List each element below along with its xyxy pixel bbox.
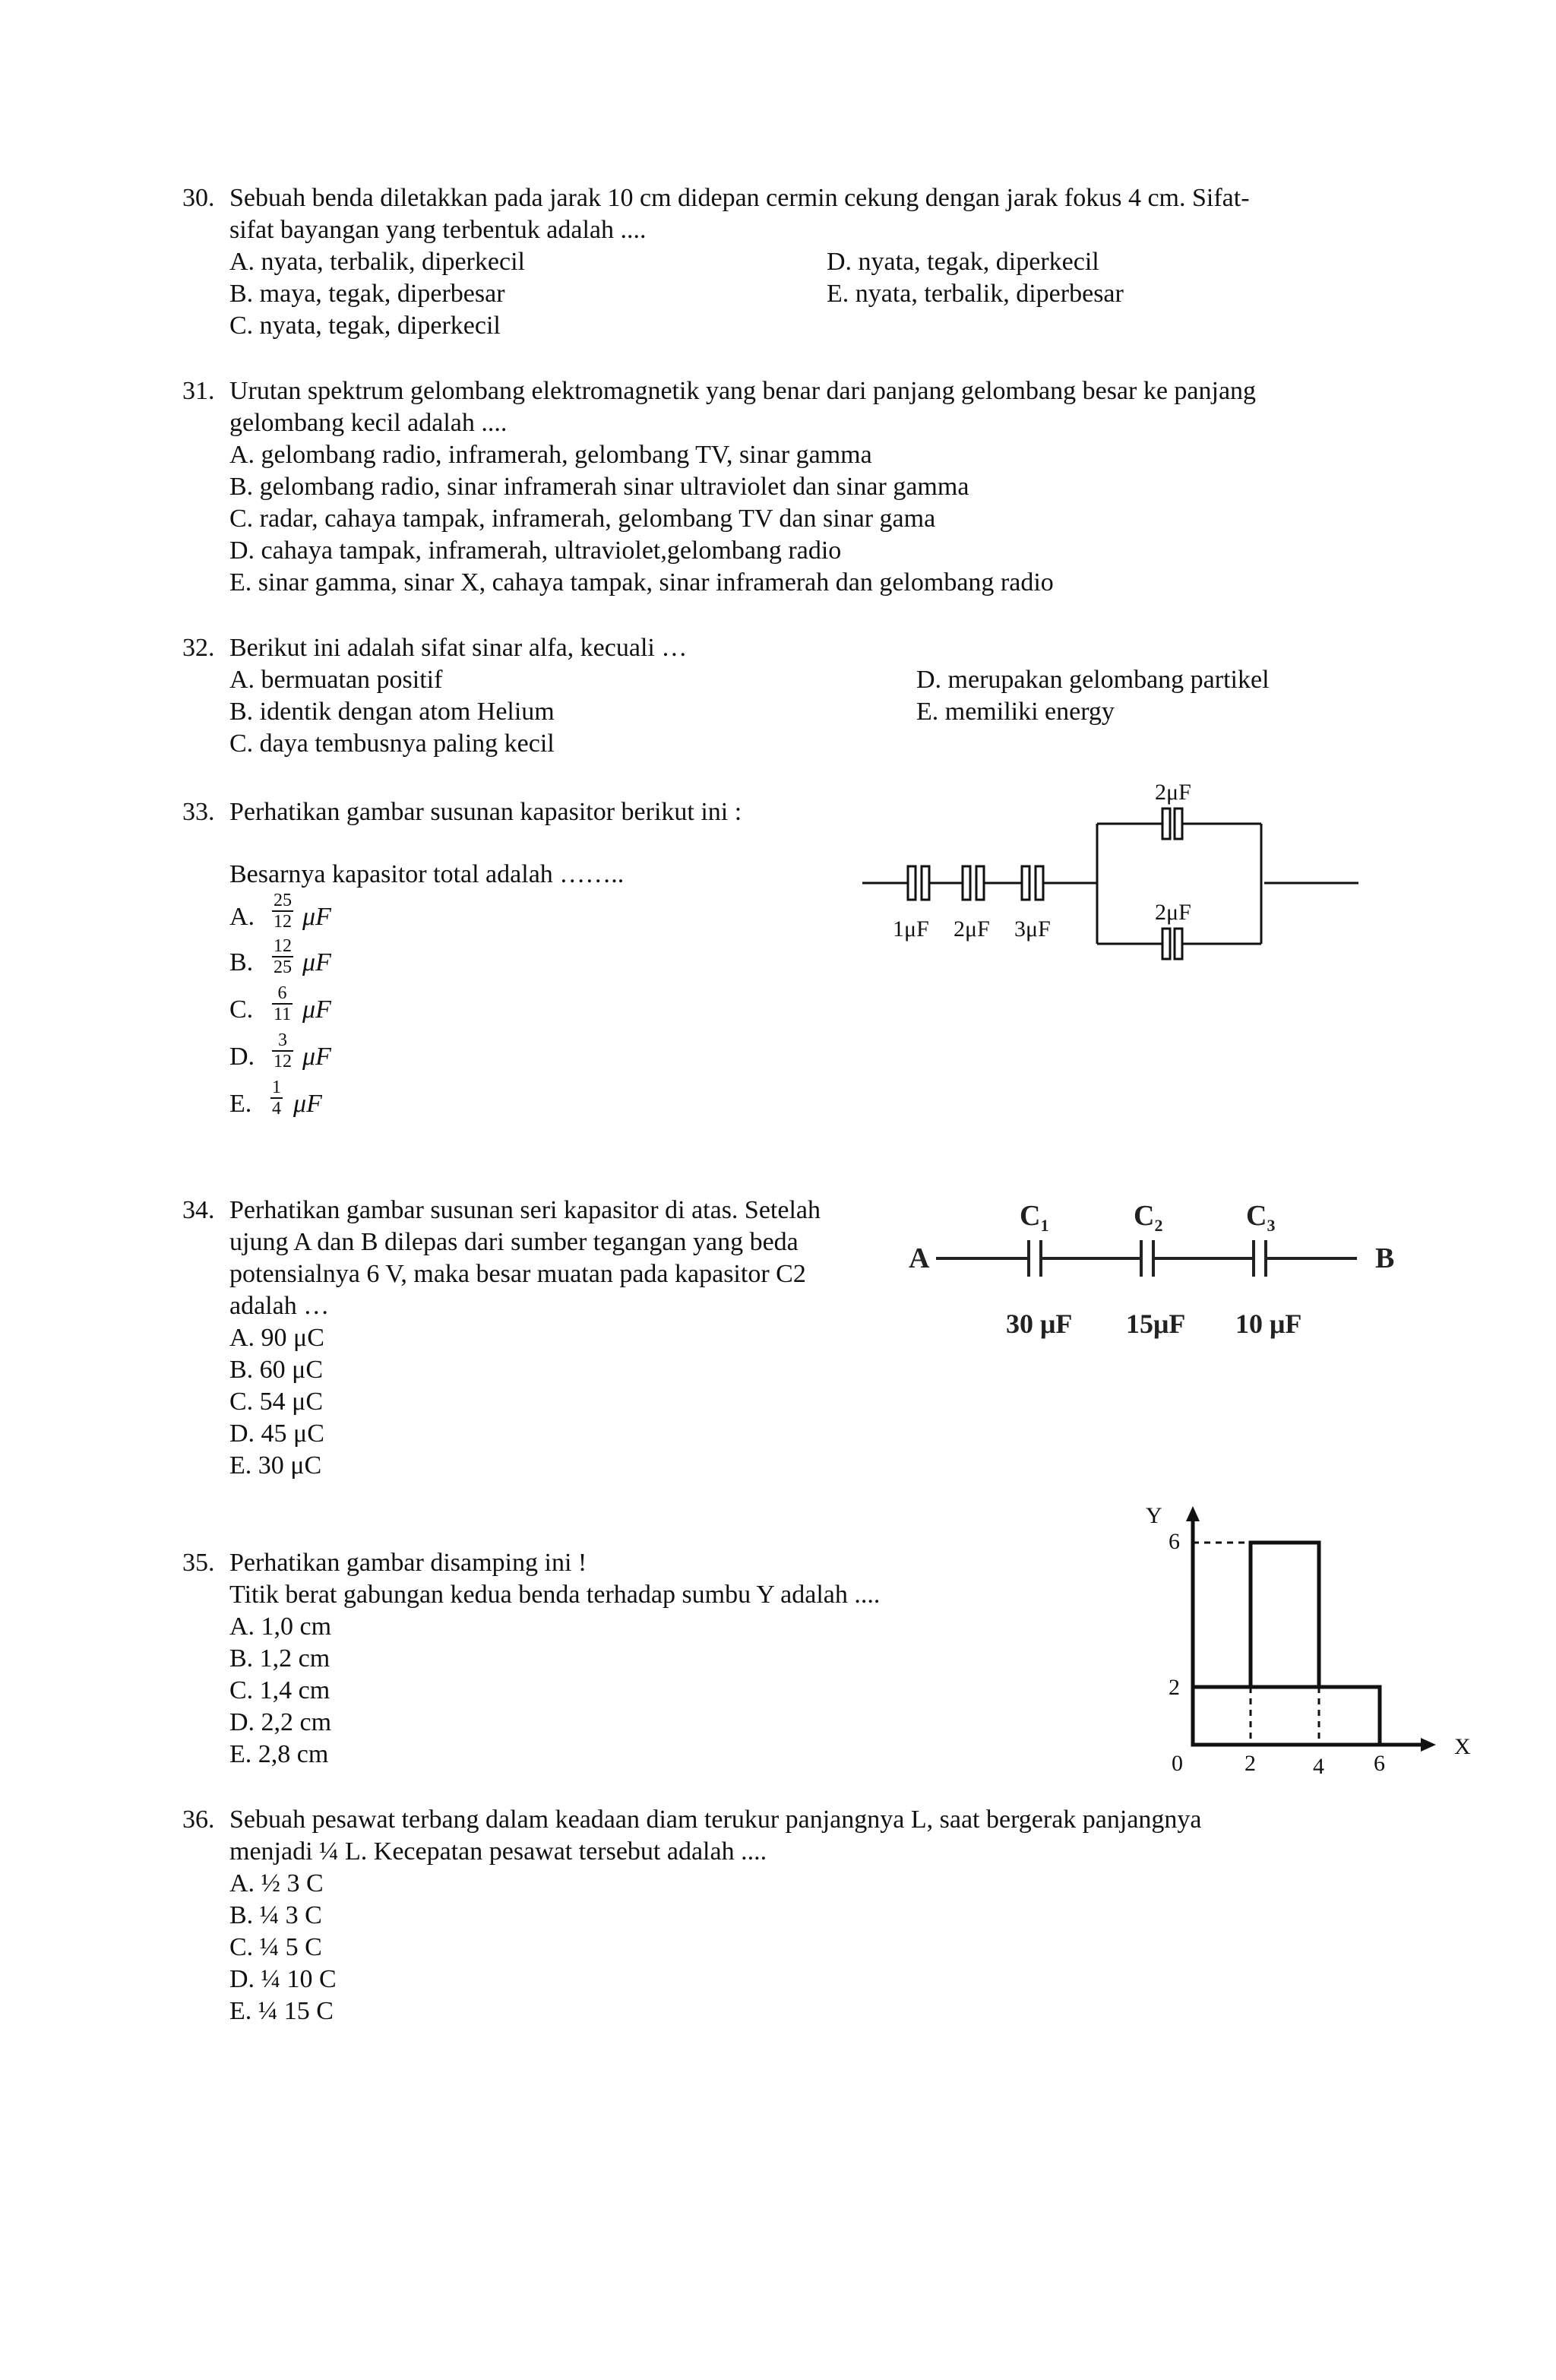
option-b: B. gelombang radio, sinar inframerah sinar ultraviolet dan sinar gamma [229,473,969,501]
cap-label-parallel-top: 2μF [1155,780,1191,805]
option-e: E. nyata, terbalik, diperbesar [827,280,1124,308]
question-text: Sebuah benda diletakkan pada jarak 10 cm didepan cermin cekung dengan jarak fokus 4 cm. Sifat- [229,184,1250,212]
question-number: 34. [182,1196,215,1224]
question-number: 30. [182,184,215,212]
option-b-label: B. [229,948,254,976]
option-d: D. cahaya tampak, inframerah, ultraviolet,gelombang radio [229,536,842,565]
question-text: Perhatikan gambar susunan kapasitor berikut ini : [229,798,742,826]
option-c: C. 54 μC [229,1388,324,1416]
option-e: E. ¼ 15 C [229,1997,334,2025]
c2-label: $C_2$ [1134,1200,1163,1235]
option-d: D. ¼ 10 C [229,1965,337,1993]
question-text: Sebuah pesawat terbang dalam keadaan diam terukur panjangnya L, saat bergerak panjangnya [229,1806,1202,1834]
option-a: A. nyata, terbalik, diperkecil [229,248,525,276]
x-tick-0: 0 [1172,1751,1183,1776]
option-b: B. identik dengan atom Helium [229,698,555,726]
cap-label-3: 3μF [1014,916,1051,942]
c1-label: $C_1$ [1020,1200,1049,1235]
question-text: ujung A dan B dilepas dari sumber tegangan yang beda [229,1228,799,1256]
question-text: gelombang kecil adalah .... [229,409,508,437]
question-text: sifat bayangan yang terbentuk adalah .... [229,216,647,244]
series-capacitor-diagram [904,1192,1406,1351]
question-text: Urutan spektrum gelombang elektromagnetik yang benar dari panjang gelombang besar ke panjang [229,377,1257,405]
question-number: 35. [182,1549,215,1577]
question-text: menjadi ¼ L. Kecepatan pesawat tersebut adalah .... [229,1837,767,1866]
end-label-a: A [909,1242,930,1274]
option-d: D. 45 μC [229,1419,324,1448]
option-b-fraction: $\frac{12}{25}$ [274,936,292,977]
option-a: A. ½ 3 C [229,1869,324,1897]
option-c: C. 1,4 cm [229,1676,330,1704]
option-e-unit: μF [293,1090,322,1118]
y-axis-label: Y [1146,1503,1162,1528]
question-text: adalah … [229,1292,330,1320]
option-a: A. gelombang radio, inframerah, gelombang TV, sinar gamma [229,441,872,469]
option-b: B. ¼ 3 C [229,1901,322,1929]
option-e: E. sinar gamma, sinar X, cahaya tampak, sinar inframerah dan gelombang radio [229,568,1054,597]
x-tick-6: 6 [1374,1751,1385,1776]
y-tick-2: 2 [1169,1675,1180,1700]
option-e: E. 2,8 cm [229,1740,329,1768]
cap-label-parallel-bottom: 2μF [1155,900,1191,925]
x-axis-label: X [1454,1734,1471,1759]
question-text: potensialnya 6 V, maka besar muatan pada kapasitor C2 [229,1260,806,1288]
question-text: Perhatikan gambar susunan seri kapasitor di atas. Setelah [229,1196,821,1224]
option-c-fraction: $\frac{6}{11}$ [274,983,292,1024]
question-text: Perhatikan gambar disamping ini ! [229,1549,587,1577]
option-c-unit: μF [302,995,331,1024]
question-number: 36. [182,1806,215,1834]
option-d-label: D. [229,1043,255,1071]
option-a-fraction: $\frac{25}{12}$ [274,891,292,932]
option-d-fraction: $\frac{3}{12}$ [274,1030,292,1071]
option-e-label: E. [229,1090,252,1118]
question-number: 31. [182,377,215,405]
option-d: D. merupakan gelombang partikel [916,666,1270,694]
question-text: Besarnya kapasitor total adalah …….. [229,860,625,888]
option-d-unit: μF [302,1043,331,1071]
question-number: 32. [182,634,215,662]
y-tick-6: 6 [1169,1529,1180,1554]
option-a: A. bermuatan positif [229,666,443,694]
option-d: D. 2,2 cm [229,1708,332,1736]
option-e: E. 30 μC [229,1451,322,1480]
option-a-unit: μF [302,903,331,931]
option-b: B. maya, tegak, diperbesar [229,280,505,308]
question-number: 33. [182,798,215,826]
composite-shape-graph [1124,1495,1489,1783]
c2-value: 15μF [1126,1309,1186,1339]
c1-value: 30 μF [1006,1309,1073,1339]
c3-value: 10 μF [1235,1309,1302,1339]
question-text: Titik berat gabungan kedua benda terhadap sumbu Y adalah .... [229,1581,881,1609]
option-c: C. daya tembusnya paling kecil [229,730,555,758]
option-b-unit: μF [302,948,331,976]
option-a: A. 90 μC [229,1324,324,1352]
option-e: E. memiliki energy [916,698,1115,726]
option-b: B. 60 μC [229,1356,324,1384]
option-c-label: C. [229,995,254,1024]
cap-label-2: 2μF [954,916,990,942]
c3-label: $C_3$ [1246,1200,1276,1235]
option-e-fraction: $\frac{1}{4}$ [272,1078,281,1119]
option-c: C. ¼ 5 C [229,1933,322,1961]
capacitor-circuit-diagram [851,767,1368,973]
option-d: D. nyata, tegak, diperkecil [827,248,1099,276]
option-c: C. nyata, tegak, diperkecil [229,312,501,340]
option-c: C. radar, cahaya tampak, inframerah, gelombang TV dan sinar gama [229,505,936,533]
end-label-b: B [1375,1242,1395,1274]
option-a: A. 1,0 cm [229,1613,332,1641]
option-b: B. 1,2 cm [229,1644,330,1673]
option-a-label: A. [229,903,255,931]
question-text: Berikut ini adalah sifat sinar alfa, kecuali … [229,634,688,662]
x-tick-2: 2 [1244,1751,1256,1776]
cap-label-1: 1μF [893,916,929,942]
x-tick-4: 4 [1313,1754,1324,1779]
